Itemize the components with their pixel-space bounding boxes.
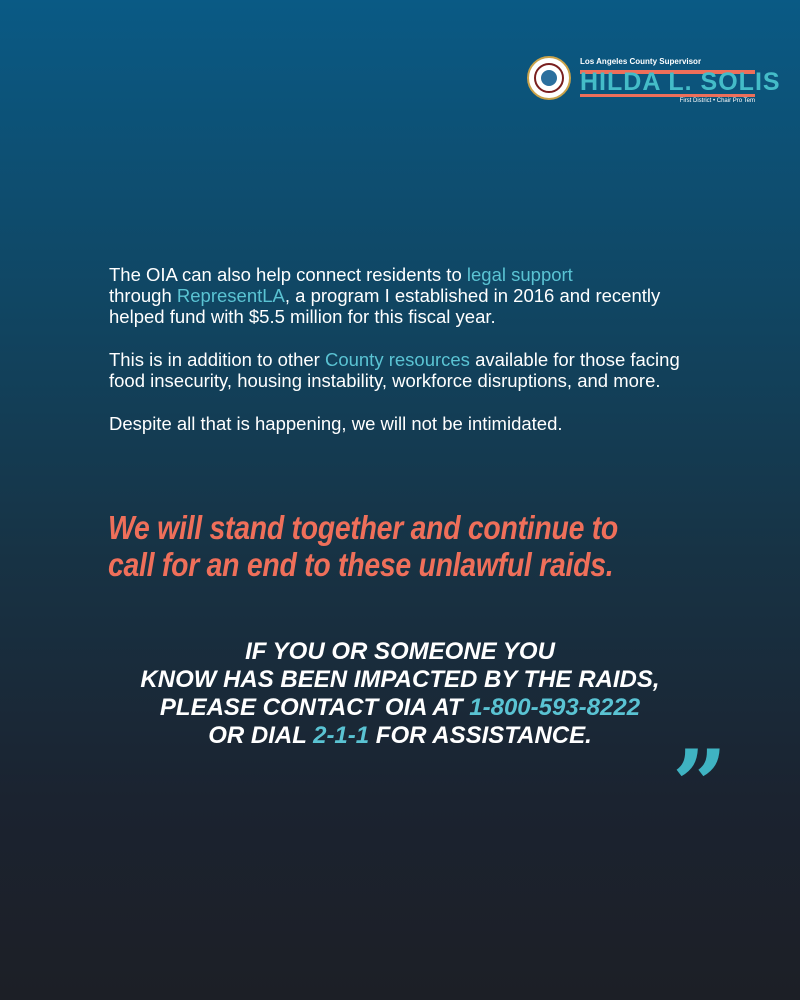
text: This is in addition to other <box>109 349 325 370</box>
representla-link[interactable]: RepresentLA <box>176 285 285 306</box>
seal-core <box>541 70 557 86</box>
slogan-line-2: call for an end to these unlawful raids. <box>108 546 614 583</box>
text: The OIA can also help connect residents to <box>109 264 467 285</box>
text: through <box>109 285 177 306</box>
body-text <box>109 264 689 456</box>
cta-line-2: KNOW HAS BEEN IMPACTED BY THE RAIDS, <box>140 666 660 693</box>
logo-name: HILDA L. SOLIS <box>580 68 781 96</box>
logo-bottom-line: First District • Chair Pro Tem <box>580 94 755 104</box>
call-to-action <box>80 638 720 750</box>
oia-phone-number[interactable]: 1-800-593-8222 <box>469 694 641 721</box>
quote-mark-icon: ” <box>672 729 728 842</box>
cta-line-3 <box>80 694 720 722</box>
paragraph-legal-support <box>109 264 689 327</box>
slogan <box>108 509 641 583</box>
cta-line-1: IF YOU OR SOMEONE YOU <box>245 638 555 665</box>
cta-line-4 <box>80 722 720 750</box>
cta-dial-text: OR DIAL <box>208 722 314 749</box>
text: available for those facing food insecurity, housing instability, workforce disruptions, and more. <box>109 349 680 391</box>
logo-top-line: Los Angeles County Supervisor <box>580 57 755 74</box>
county-resources-link[interactable]: County resources <box>324 349 470 370</box>
paragraph-county-resources <box>109 349 689 391</box>
legal-support-link[interactable]: legal support <box>466 264 573 285</box>
dial-211-number[interactable]: 2-1-1 <box>313 722 370 749</box>
cta-contact-text: PLEASE CONTACT OIA AT <box>159 694 470 721</box>
paragraph-not-intimidated: Despite all that is happening, we will not be intimidated. <box>109 413 563 434</box>
slogan-line-1: We will stand together and continue to <box>108 509 618 546</box>
text: , a program I established in 2016 and recently helped fund with $5.5 million for this fiscal year. <box>109 285 661 327</box>
supervisor-logo <box>527 56 781 104</box>
cta-assistance-text: FOR ASSISTANCE. <box>369 722 592 749</box>
county-seal-icon <box>527 56 571 100</box>
